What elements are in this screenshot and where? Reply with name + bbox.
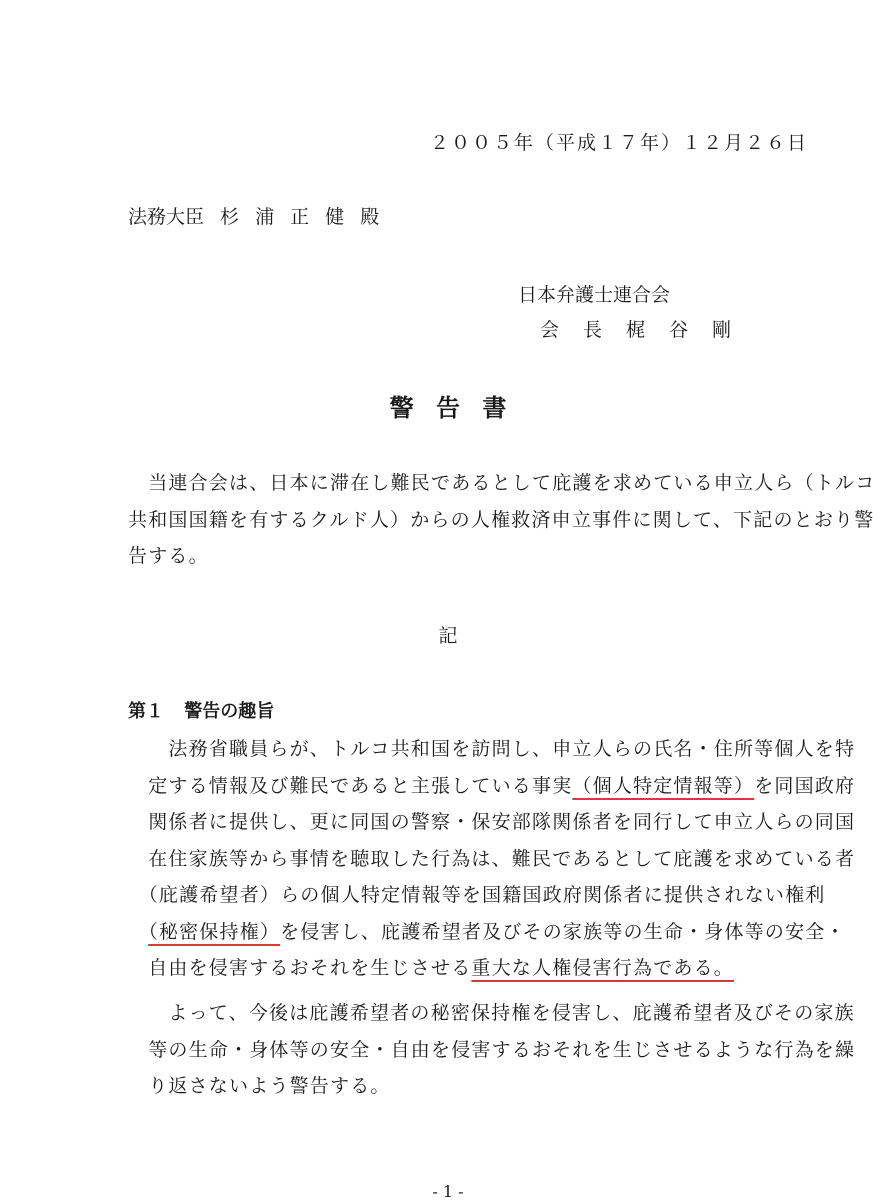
- document-title: 警 告 書: [389, 393, 507, 422]
- intro-line: 共和国国籍を有するクルド人）からの人権救済申立事件に関して、下記のとおり警: [128, 508, 875, 531]
- document-date: ２００５年（平成１７年）１２月２６日: [429, 132, 808, 154]
- underlined-text: （個人特定情報等）: [572, 774, 755, 797]
- body-line: [128, 914, 855, 951]
- body-text: 定する情報及び難民であると主張している事実: [128, 774, 573, 797]
- body-text: を侵害し、庇護希望者及びその家族等の生命・身体等の安全・: [280, 920, 846, 943]
- ki-heading: 記: [438, 625, 458, 647]
- body-line: [128, 950, 855, 987]
- body-line: [128, 768, 855, 805]
- body-text: [128, 921, 148, 943]
- intro-paragraph: [128, 465, 875, 575]
- body-line: 関係者に提供し、更に同国の警察・保安部隊関係者を同行して申立人らの同国: [128, 811, 856, 833]
- body-text: を同国政府: [754, 774, 856, 797]
- body-line: り返さないよう警告する。: [128, 1075, 391, 1097]
- body-line: 法務省職員らが、トルコ共和国を訪問し、申立人らの氏名・住所等個人を特: [128, 738, 856, 760]
- section-heading: 第１ 警告の趣旨: [128, 701, 275, 722]
- sender-president: 会 長 梶 谷 剛: [540, 319, 732, 341]
- intro-line: 告する。: [128, 545, 209, 567]
- underlined-text: 重大な人権侵害行為である。: [471, 957, 735, 979]
- body-line: 在住家族等から事情を聴取した行為は、難民であるとして庇護を求めている者: [128, 847, 856, 870]
- body-line: （庇護希望者）らの個人特定情報等を国籍国政府関係者に提供されない権利: [128, 884, 826, 906]
- body-line: 等の生命・身体等の安全・自由を侵害するおそれを生じさせるような行為を繰: [128, 1038, 856, 1061]
- underlined-text: （秘密保持権）: [148, 920, 281, 943]
- sender-organization: 日本弁護士連合会: [518, 284, 671, 306]
- section1-paragraph2: [128, 995, 855, 1105]
- page-number: - 1 -: [432, 1182, 464, 1201]
- body-line: よって、今後は庇護希望者の秘密保持権を侵害し、庇護希望者及びその家族: [128, 1002, 855, 1024]
- intro-line: 当連合会は、日本に滞在し難民であるとして庇護を求めている申立人ら（トルコ: [128, 472, 876, 494]
- section1-paragraph1: [128, 731, 855, 987]
- body-text: 自由を侵害するおそれを生じさせる: [128, 957, 472, 979]
- addressee: 法務大臣 杉 浦 正 健 殿: [128, 206, 380, 228]
